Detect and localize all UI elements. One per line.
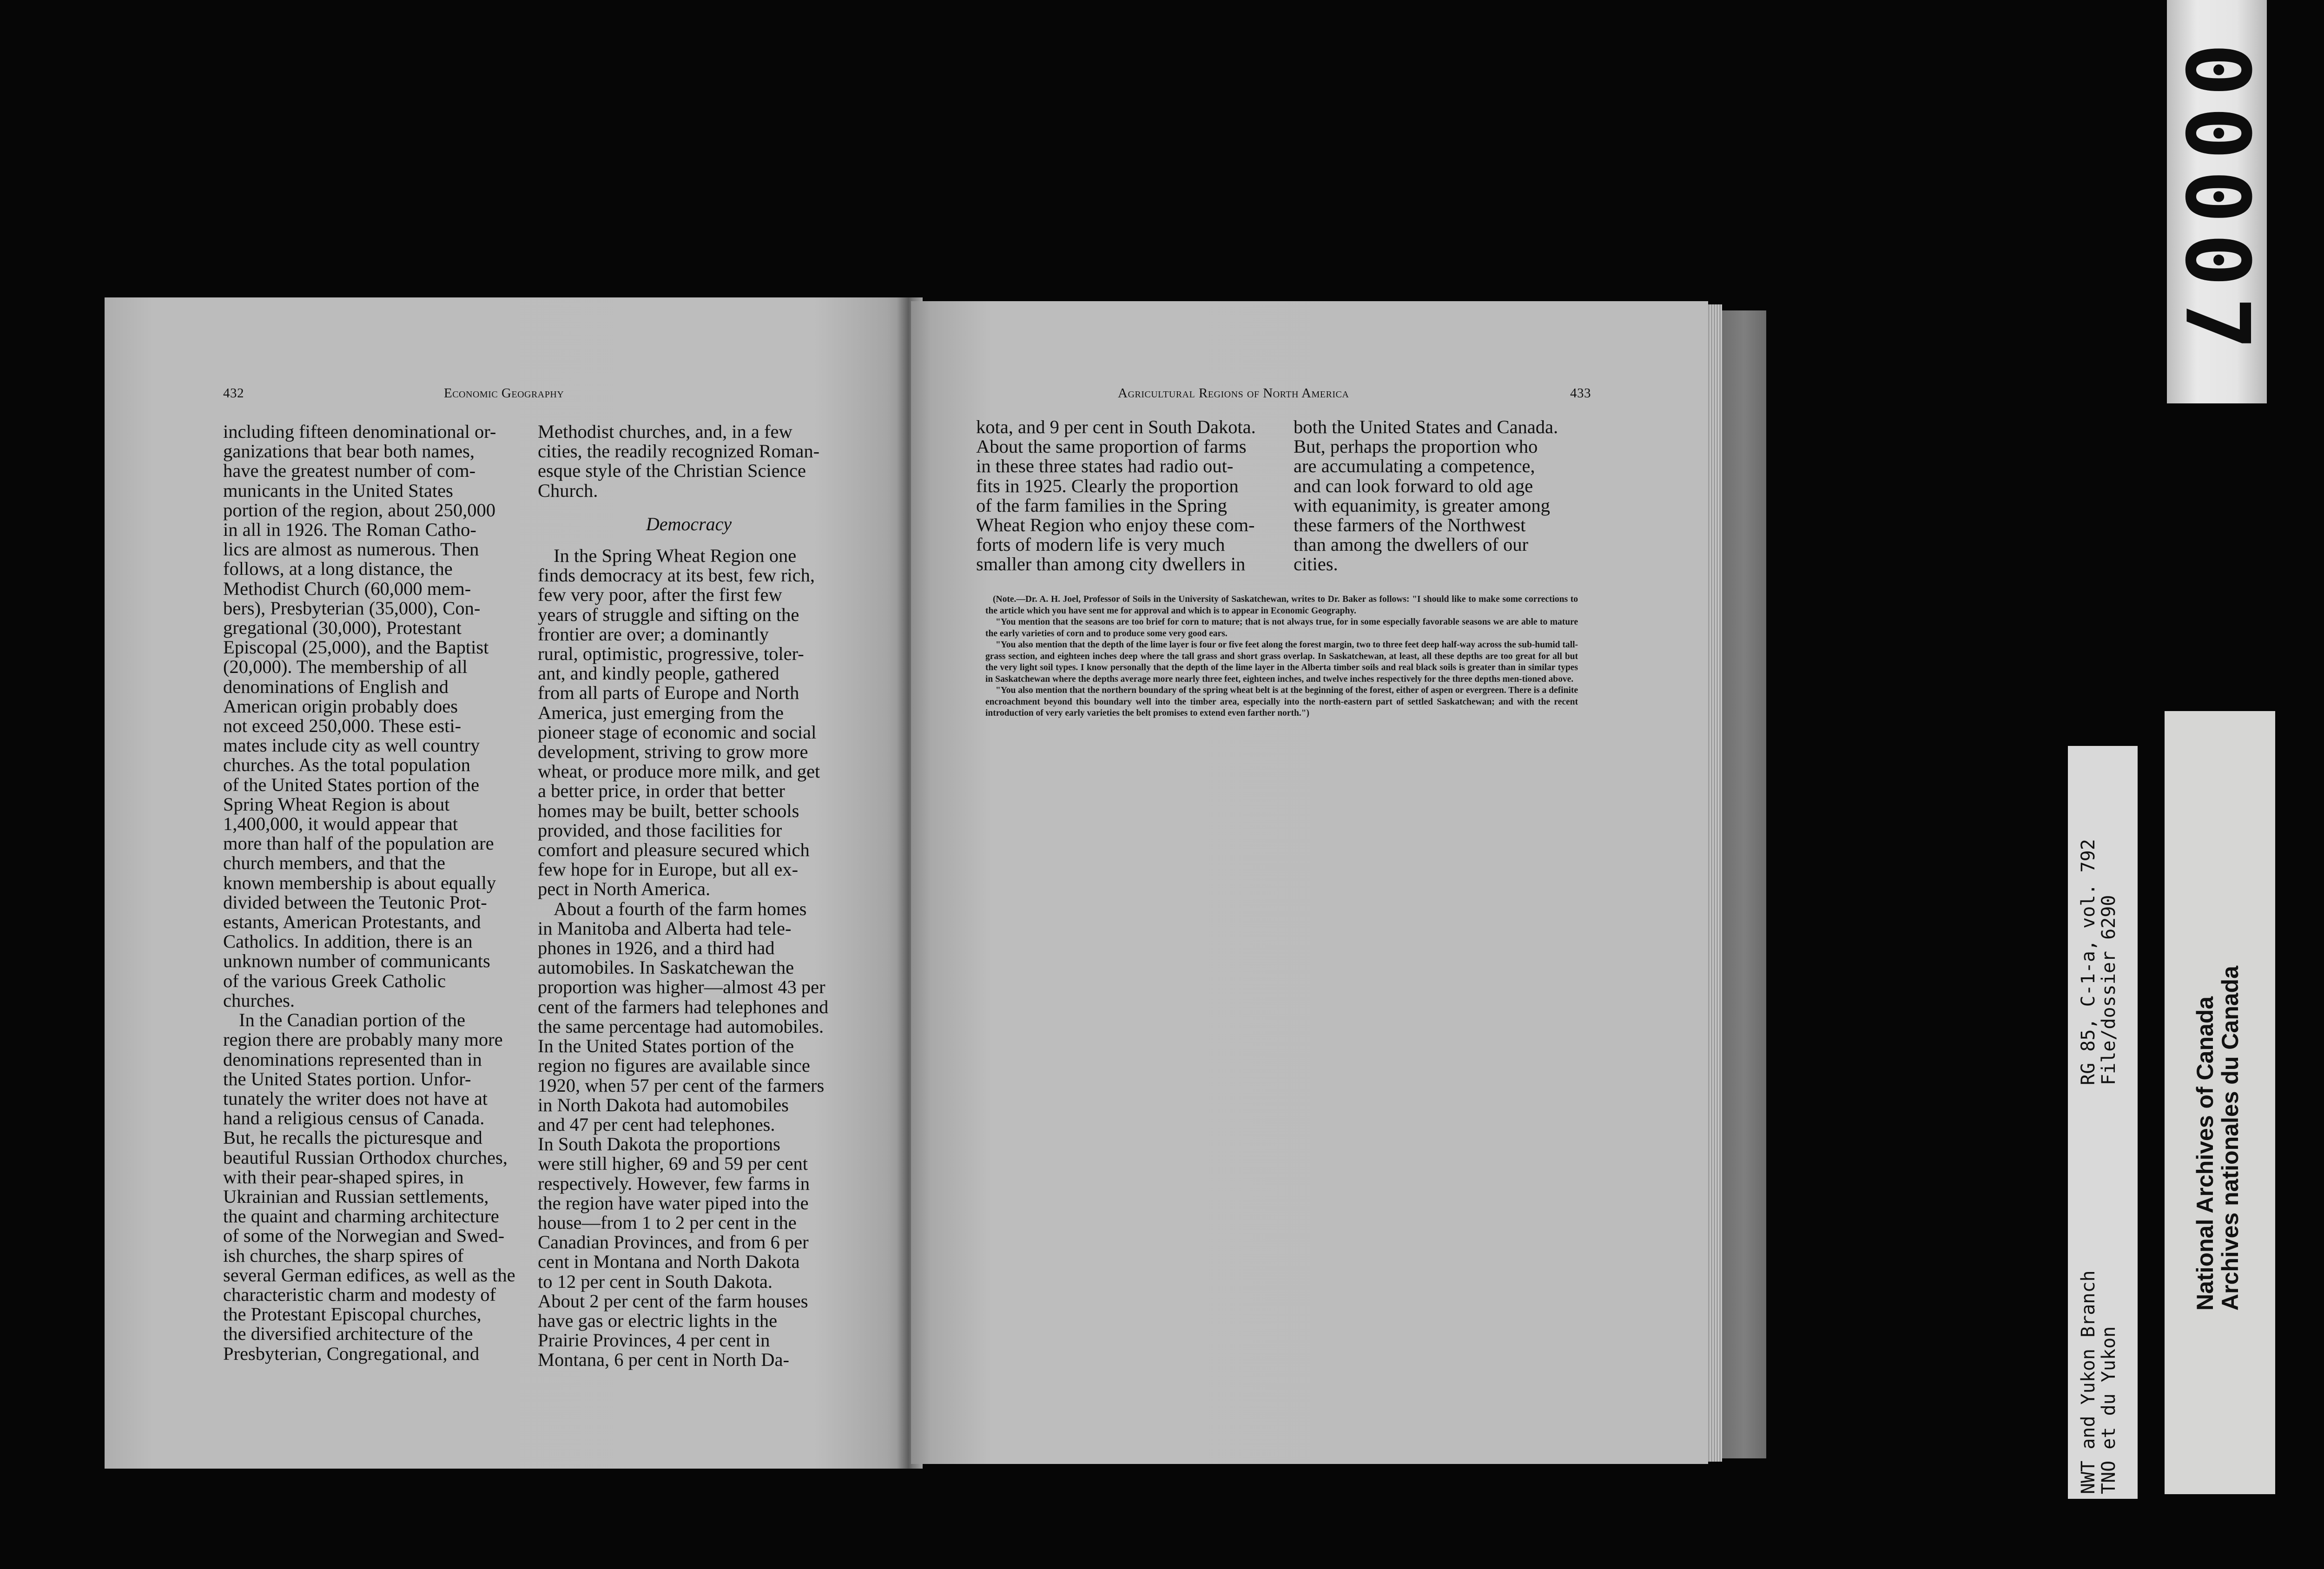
paragraph: In the Spring Wheat Region one finds democracy at its best, few rich, few very poor, after the first few years of struggle and sifting on the frontier are over; a dominantly rural, optimistic, progressive, toler- ant, and kindly people, gathered from all parts of Europe and North America, just emerging from the pioneer stage of economic and social development, striving to grow more wheat, or produce more milk, and get a better price, in order that better homes may be built, better schools provided, and those facilities for comfort and pleasure secured which few hope for in Europe, but all ex- pect in North America. — [538, 545, 820, 900]
paragraph: Methodist churches, and, in a few cities, the readily recognized Roman- esque style of the Christian Science Church. — [538, 421, 820, 501]
archive-name: National Archives of Canada Archives nationales du Canada — [2192, 966, 2243, 1311]
section-heading: Democracy — [646, 513, 732, 534]
archive-label — [2165, 711, 2275, 1494]
editor-note — [985, 594, 1578, 719]
left-column-1 — [223, 422, 525, 1364]
note-paragraph: "You also mention that the depth of the lime layer is four or five feet along the forest margin, two to three feet deep half-way across the sub-humid tall-grass section, and eighteen inches deep where the tall grass and short grass overlap. In Saskatchewan, at least, all these depths are too great for all but the very light soil types. I know personally that the depth of the lime layer in the Alberta timber soils and real black soils is greater than in similar types in Saskatchewan where the depths average more nearly three feet, eighteen inches, and twelve inches respectively for the three depths men-tioned above. — [985, 640, 1578, 684]
frame-number: 00007 — [2166, 43, 2268, 360]
paragraph: kota, and 9 per cent in South Dakota. About the same proportion of farms in these three states had radio out- fits in 1925. Clearly the proportion of the farm families in the Spring Wheat Region who enjoy these com- forts of modern life is very much smaller than among city dwellers in — [976, 416, 1256, 575]
note-paragraph: (Note.—Dr. A. H. Joel, Professor of Soils in the University of Saskatchewan, writes to Dr. Baker as follows: "I should like to make some corrections to the article which you have sent me for approval and which is to appear in Economic Geography. — [985, 594, 1578, 616]
branch-name: NWT and Yukon Branch TNO et du Yukon — [2078, 1270, 2119, 1494]
frame-number-strip — [2167, 0, 2267, 403]
left-page — [105, 297, 911, 1469]
running-head-right: Agricultural Regions of North America — [1118, 386, 1349, 401]
book-cover-edge — [1722, 310, 1766, 1458]
running-head-left: Economic Geography — [444, 386, 564, 401]
paragraph: including fifteen denominational or- ganizations that bear both names, have the greatest number of com- municants in the United States portion of the region, about 250,000 in all in 1926. The Roman Catho- lics are almost as numerous. Then follows, at a long distance, the Methodist Church (60,000 mem- bers), Presbyterian (35,000), Con- gregational (30,000), Protestant Episcopal (25,000), and the Baptist (20,000). The membership of all denominations of English and American origin probably does not exceed 250,000. These esti- mates include city as well country churches. As the total population of the United States portion of the Spring Wheat Region is about 1,400,000, it would appear that more than half of the population are church members, and that the known membership is about equally divided between the Teutonic Prot- estants, American Protestants, and Catholics. In addition, there is an unknown number of communicants of the various Greek Catholic churches. — [223, 421, 496, 1011]
note-paragraph: "You also mention that the northern boundary of the spring wheat belt is at the beginning of the forest, either of aspen or evergreen. There is a definite encroachment beyond this boundary well into the timber area, especially into the north-eastern part of settled Saskatchewan; and with the recent introduction of very early varieties the belt promises to extend even farther north.") — [985, 686, 1578, 718]
left-column-2 — [538, 422, 840, 1370]
note-paragraph: "You mention that the seasons are too brief for corn to mature; that is not always true, for in some especially favorable seasons we are able to mature the early varieties of corn and to produce some very good ears. — [985, 617, 1578, 639]
page-edges — [1708, 304, 1722, 1462]
right-page — [911, 301, 1708, 1464]
file-reference: RG 85, C-1-a, vol. 792 File/dossier 6290 — [2078, 839, 2119, 1085]
page-number-left: 432 — [223, 386, 244, 401]
right-column-2 — [1294, 417, 1596, 574]
paragraph: both the United States and Canada. But, perhaps the proportion who are accumulating a competence, and can look forward to old age with equanimity, is greater among these farmers of the Northwest than among the dwellers of our cities. — [1294, 416, 1558, 575]
paragraph: In the Canadian portion of the region there are probably many more denominations represented than in the United States portion. Unfor- tunately the writer does not have at hand a religious census of Canada. But, he recalls the picturesque and beautiful Russian Orthodox churches, with their pear-shaped spires, in Ukrainian and Russian settlements, the quaint and charming architecture of some of the Norwegian and Swed- ish churches, the sharp spires of several German edifices, as well as the characteristic charm and modesty of the Protestant Episcopal churches, the diversified architecture of the Presbyterian, Congregational, and — [223, 1009, 515, 1364]
reference-label — [2068, 746, 2138, 1499]
page-number-right: 433 — [1570, 386, 1591, 401]
paragraph: About a fourth of the farm homes in Manitoba and Alberta had tele- phones in 1926, and a third had automobiles. In Saskatchewan the proportion was higher—almost 43 per cent of the farmers had telephones and the same percentage had automobiles. In the United States portion of the region no figures are available since 1920, when 57 per cent of the farmers in North Dakota had automobiles and 47 per cent had telephones. In South Dakota the proportions were still higher, 69 and 59 per cent respectively. However, few farms in the region have water piped into the house—from 1 to 2 per cent in the Canadian Provinces, and from 6 per cent in Montana and North Dakota to 12 per cent in South Dakota. About 2 per cent of the farm houses have gas or electric lights in the Prairie Provinces, 4 per cent in Montana, 6 per cent in North Da- — [538, 898, 829, 1371]
right-column-1 — [976, 417, 1278, 574]
